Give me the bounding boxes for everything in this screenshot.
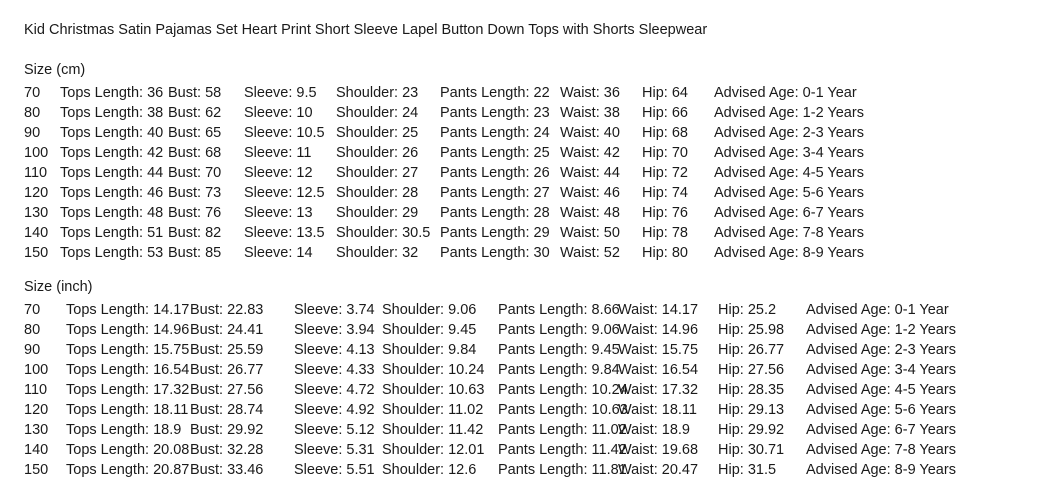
measurement-cell: Waist: 36 <box>560 85 620 101</box>
measurement-cell: Pants Length: 23 <box>440 105 550 121</box>
measurement-cell: Waist: 50 <box>560 225 620 241</box>
size-code-cell: 150 <box>24 245 49 261</box>
table-row <box>24 183 864 203</box>
measurement-cell: Sleeve: 14 <box>244 245 313 261</box>
measurement-cell: Tops Length: 44 <box>60 165 164 181</box>
measurement-cell: Shoulder: 10.63 <box>382 382 485 398</box>
measurement-cell: Bust: 58 <box>168 85 222 101</box>
measurement-cell: Bust: 25.59 <box>190 342 264 358</box>
measurement-cell: Tops Length: 53 <box>60 245 164 261</box>
measurement-cell: Pants Length: 10.63 <box>498 402 628 418</box>
size-code-cell: 140 <box>24 225 49 241</box>
measurement-cell: Pants Length: 24 <box>440 125 550 141</box>
measurement-cell: Sleeve: 10.5 <box>244 125 325 141</box>
measurement-cell: Shoulder: 26 <box>336 145 419 161</box>
measurement-cell: Shoulder: 24 <box>336 105 419 121</box>
size-code-cell: 130 <box>24 205 49 221</box>
measurement-cell: Sleeve: 4.13 <box>294 342 375 358</box>
table-row <box>24 163 864 183</box>
measurement-cell: Tops Length: 20.08 <box>66 442 190 458</box>
measurement-cell: Sleeve: 13.5 <box>244 225 325 241</box>
measurement-cell: Bust: 33.46 <box>190 462 264 478</box>
measurement-cell: Hip: 25.2 <box>718 302 777 318</box>
measurement-cell: Bust: 26.77 <box>190 362 264 378</box>
size-code-cell: 90 <box>24 342 41 358</box>
measurement-cell: Sleeve: 5.51 <box>294 462 375 478</box>
measurement-cell: Hip: 64 <box>642 85 688 101</box>
size-inch-rows <box>24 300 956 480</box>
measurement-cell: Waist: 46 <box>560 185 620 201</box>
measurement-cell: Shoulder: 12.01 <box>382 442 485 458</box>
measurement-cell: Tops Length: 42 <box>60 145 164 161</box>
measurement-cell: Pants Length: 29 <box>440 225 550 241</box>
product-title: Kid Christmas Satin Pajamas Set Heart Print Short Sleeve Lapel Button Down Tops with Shorts Sleepwear <box>24 22 708 38</box>
measurement-cell: Hip: 27.56 <box>718 362 785 378</box>
size-code-cell: 110 <box>24 165 48 181</box>
table-row <box>24 83 864 103</box>
measurement-cell: Advised Age: 2-3 Years <box>806 342 956 358</box>
measurement-cell: Advised Age: 4-5 Years <box>714 165 864 181</box>
measurement-cell: Sleeve: 10 <box>244 105 313 121</box>
measurement-cell: Shoulder: 11.02 <box>382 402 484 418</box>
measurement-cell: Bust: 65 <box>168 125 222 141</box>
measurement-cell: Pants Length: 9.45 <box>498 342 620 358</box>
measurement-cell: Sleeve: 5.12 <box>294 422 375 438</box>
measurement-cell: Shoulder: 28 <box>336 185 419 201</box>
measurement-cell: Tops Length: 46 <box>60 185 164 201</box>
measurement-cell: Shoulder: 11.42 <box>382 422 484 438</box>
measurement-cell: Waist: 16.54 <box>618 362 699 378</box>
measurement-cell: Advised Age: 8-9 Years <box>806 462 956 478</box>
measurement-cell: Pants Length: 10.24 <box>498 382 628 398</box>
size-code-cell: 80 <box>24 105 41 121</box>
measurement-cell: Pants Length: 27 <box>440 185 550 201</box>
measurement-cell: Tops Length: 20.87 <box>66 462 190 478</box>
size-code-cell: 70 <box>24 302 41 318</box>
size-cm-heading: Size (cm) <box>24 62 86 78</box>
measurement-cell: Tops Length: 48 <box>60 205 164 221</box>
measurement-cell: Advised Age: 5-6 Years <box>714 185 864 201</box>
measurement-cell: Hip: 78 <box>642 225 688 241</box>
measurement-cell: Hip: 29.92 <box>718 422 785 438</box>
measurement-cell: Shoulder: 27 <box>336 165 419 181</box>
measurement-cell: Waist: 40 <box>560 125 620 141</box>
size-code-cell: 120 <box>24 402 49 418</box>
measurement-cell: Hip: 70 <box>642 145 688 161</box>
measurement-cell: Bust: 82 <box>168 225 222 241</box>
measurement-cell: Tops Length: 51 <box>60 225 164 241</box>
measurement-cell: Hip: 30.71 <box>718 442 785 458</box>
table-row <box>24 123 864 143</box>
measurement-cell: Pants Length: 30 <box>440 245 550 261</box>
measurement-cell: Bust: 73 <box>168 185 222 201</box>
measurement-cell: Tops Length: 40 <box>60 125 164 141</box>
table-row <box>24 460 956 480</box>
table-row <box>24 243 864 263</box>
measurement-cell: Bust: 29.92 <box>190 422 264 438</box>
measurement-cell: Shoulder: 23 <box>336 85 419 101</box>
measurement-cell: Waist: 44 <box>560 165 620 181</box>
measurement-cell: Sleeve: 4.72 <box>294 382 375 398</box>
measurement-cell: Bust: 32.28 <box>190 442 264 458</box>
measurement-cell: Bust: 27.56 <box>190 382 264 398</box>
measurement-cell: Waist: 15.75 <box>618 342 699 358</box>
measurement-cell: Sleeve: 13 <box>244 205 313 221</box>
measurement-cell: Waist: 14.96 <box>618 322 699 338</box>
measurement-cell: Hip: 29.13 <box>718 402 785 418</box>
measurement-cell: Hip: 80 <box>642 245 688 261</box>
table-row <box>24 360 956 380</box>
measurement-cell: Hip: 66 <box>642 105 688 121</box>
measurement-cell: Sleeve: 3.94 <box>294 322 375 338</box>
measurement-cell: Pants Length: 22 <box>440 85 550 101</box>
table-row <box>24 223 864 243</box>
measurement-cell: Advised Age: 0-1 Year <box>806 302 949 318</box>
measurement-cell: Pants Length: 11.81 <box>498 462 627 478</box>
measurement-cell: Bust: 68 <box>168 145 222 161</box>
table-row <box>24 440 956 460</box>
measurement-cell: Advised Age: 7-8 Years <box>714 225 864 241</box>
measurement-cell: Bust: 76 <box>168 205 222 221</box>
measurement-cell: Advised Age: 1-2 Years <box>714 105 864 121</box>
size-code-cell: 70 <box>24 85 41 101</box>
measurement-cell: Advised Age: 5-6 Years <box>806 402 956 418</box>
measurement-cell: Pants Length: 28 <box>440 205 550 221</box>
size-code-cell: 90 <box>24 125 41 141</box>
size-chart-cm-section <box>24 60 864 263</box>
measurement-cell: Bust: 62 <box>168 105 222 121</box>
size-chart-inch-section <box>24 277 956 480</box>
measurement-cell: Waist: 18.11 <box>618 402 697 418</box>
size-code-cell: 80 <box>24 322 41 338</box>
measurement-cell: Pants Length: 8.66 <box>498 302 620 318</box>
measurement-cell: Shoulder: 9.84 <box>382 342 477 358</box>
size-code-cell: 120 <box>24 185 49 201</box>
measurement-cell: Advised Age: 3-4 Years <box>806 362 956 378</box>
measurement-cell: Shoulder: 9.45 <box>382 322 477 338</box>
size-code-cell: 140 <box>24 442 49 458</box>
measurement-cell: Hip: 76 <box>642 205 688 221</box>
measurement-cell: Hip: 25.98 <box>718 322 785 338</box>
measurement-cell: Sleeve: 4.33 <box>294 362 375 378</box>
measurement-cell: Tops Length: 18.11 <box>66 402 189 418</box>
measurement-cell: Hip: 72 <box>642 165 688 181</box>
table-row <box>24 380 956 400</box>
size-code-cell: 100 <box>24 362 49 378</box>
measurement-cell: Advised Age: 3-4 Years <box>714 145 864 161</box>
size-code-cell: 130 <box>24 422 49 438</box>
measurement-cell: Waist: 38 <box>560 105 620 121</box>
measurement-cell: Hip: 68 <box>642 125 688 141</box>
measurement-cell: Shoulder: 10.24 <box>382 362 485 378</box>
measurement-cell: Waist: 17.32 <box>618 382 699 398</box>
measurement-cell: Hip: 28.35 <box>718 382 785 398</box>
measurement-cell: Sleeve: 4.92 <box>294 402 375 418</box>
measurement-cell: Advised Age: 0-1 Year <box>714 85 857 101</box>
measurement-cell: Waist: 18.9 <box>618 422 690 438</box>
measurement-cell: Tops Length: 18.9 <box>66 422 182 438</box>
table-row <box>24 300 956 320</box>
measurement-cell: Sleeve: 11 <box>244 145 312 161</box>
measurement-cell: Advised Age: 2-3 Years <box>714 125 864 141</box>
measurement-cell: Bust: 85 <box>168 245 222 261</box>
measurement-cell: Tops Length: 14.96 <box>66 322 190 338</box>
measurement-cell: Hip: 31.5 <box>718 462 777 478</box>
measurement-cell: Waist: 42 <box>560 145 620 161</box>
measurement-cell: Tops Length: 17.32 <box>66 382 190 398</box>
measurement-cell: Tops Length: 36 <box>60 85 164 101</box>
measurement-cell: Advised Age: 7-8 Years <box>806 442 956 458</box>
table-row <box>24 340 956 360</box>
measurement-cell: Waist: 52 <box>560 245 620 261</box>
measurement-cell: Waist: 14.17 <box>618 302 699 318</box>
measurement-cell: Advised Age: 1-2 Years <box>806 322 956 338</box>
size-cm-rows <box>24 83 864 263</box>
measurement-cell: Shoulder: 29 <box>336 205 419 221</box>
measurement-cell: Advised Age: 8-9 Years <box>714 245 864 261</box>
measurement-cell: Hip: 74 <box>642 185 688 201</box>
table-row <box>24 400 956 420</box>
measurement-cell: Bust: 28.74 <box>190 402 264 418</box>
measurement-cell: Bust: 24.41 <box>190 322 264 338</box>
table-row <box>24 420 956 440</box>
measurement-cell: Pants Length: 11.42 <box>498 442 627 458</box>
measurement-cell: Shoulder: 25 <box>336 125 419 141</box>
size-inch-heading: Size (inch) <box>24 279 93 295</box>
table-row <box>24 103 864 123</box>
measurement-cell: Shoulder: 30.5 <box>336 225 431 241</box>
table-row <box>24 320 956 340</box>
measurement-cell: Pants Length: 26 <box>440 165 550 181</box>
measurement-cell: Waist: 48 <box>560 205 620 221</box>
measurement-cell: Advised Age: 6-7 Years <box>714 205 864 221</box>
table-row <box>24 203 864 223</box>
measurement-cell: Sleeve: 3.74 <box>294 302 375 318</box>
measurement-cell: Shoulder: 9.06 <box>382 302 477 318</box>
measurement-cell: Tops Length: 14.17 <box>66 302 190 318</box>
measurement-cell: Shoulder: 12.6 <box>382 462 477 478</box>
measurement-cell: Advised Age: 4-5 Years <box>806 382 956 398</box>
measurement-cell: Advised Age: 6-7 Years <box>806 422 956 438</box>
measurement-cell: Sleeve: 5.31 <box>294 442 375 458</box>
measurement-cell: Pants Length: 11.02 <box>498 422 627 438</box>
measurement-cell: Tops Length: 38 <box>60 105 164 121</box>
measurement-cell: Sleeve: 12 <box>244 165 313 181</box>
measurement-cell: Waist: 19.68 <box>618 442 699 458</box>
measurement-cell: Bust: 22.83 <box>190 302 264 318</box>
table-row <box>24 143 864 163</box>
measurement-cell: Tops Length: 16.54 <box>66 362 190 378</box>
measurement-cell: Hip: 26.77 <box>718 342 785 358</box>
measurement-cell: Sleeve: 12.5 <box>244 185 325 201</box>
measurement-cell: Pants Length: 25 <box>440 145 550 161</box>
measurement-cell: Sleeve: 9.5 <box>244 85 317 101</box>
measurement-cell: Shoulder: 32 <box>336 245 419 261</box>
size-code-cell: 150 <box>24 462 49 478</box>
size-code-cell: 100 <box>24 145 49 161</box>
measurement-cell: Pants Length: 9.84 <box>498 362 620 378</box>
measurement-cell: Bust: 70 <box>168 165 222 181</box>
measurement-cell: Waist: 20.47 <box>618 462 699 478</box>
measurement-cell: Tops Length: 15.75 <box>66 342 190 358</box>
measurement-cell: Pants Length: 9.06 <box>498 322 620 338</box>
size-code-cell: 110 <box>24 382 48 398</box>
